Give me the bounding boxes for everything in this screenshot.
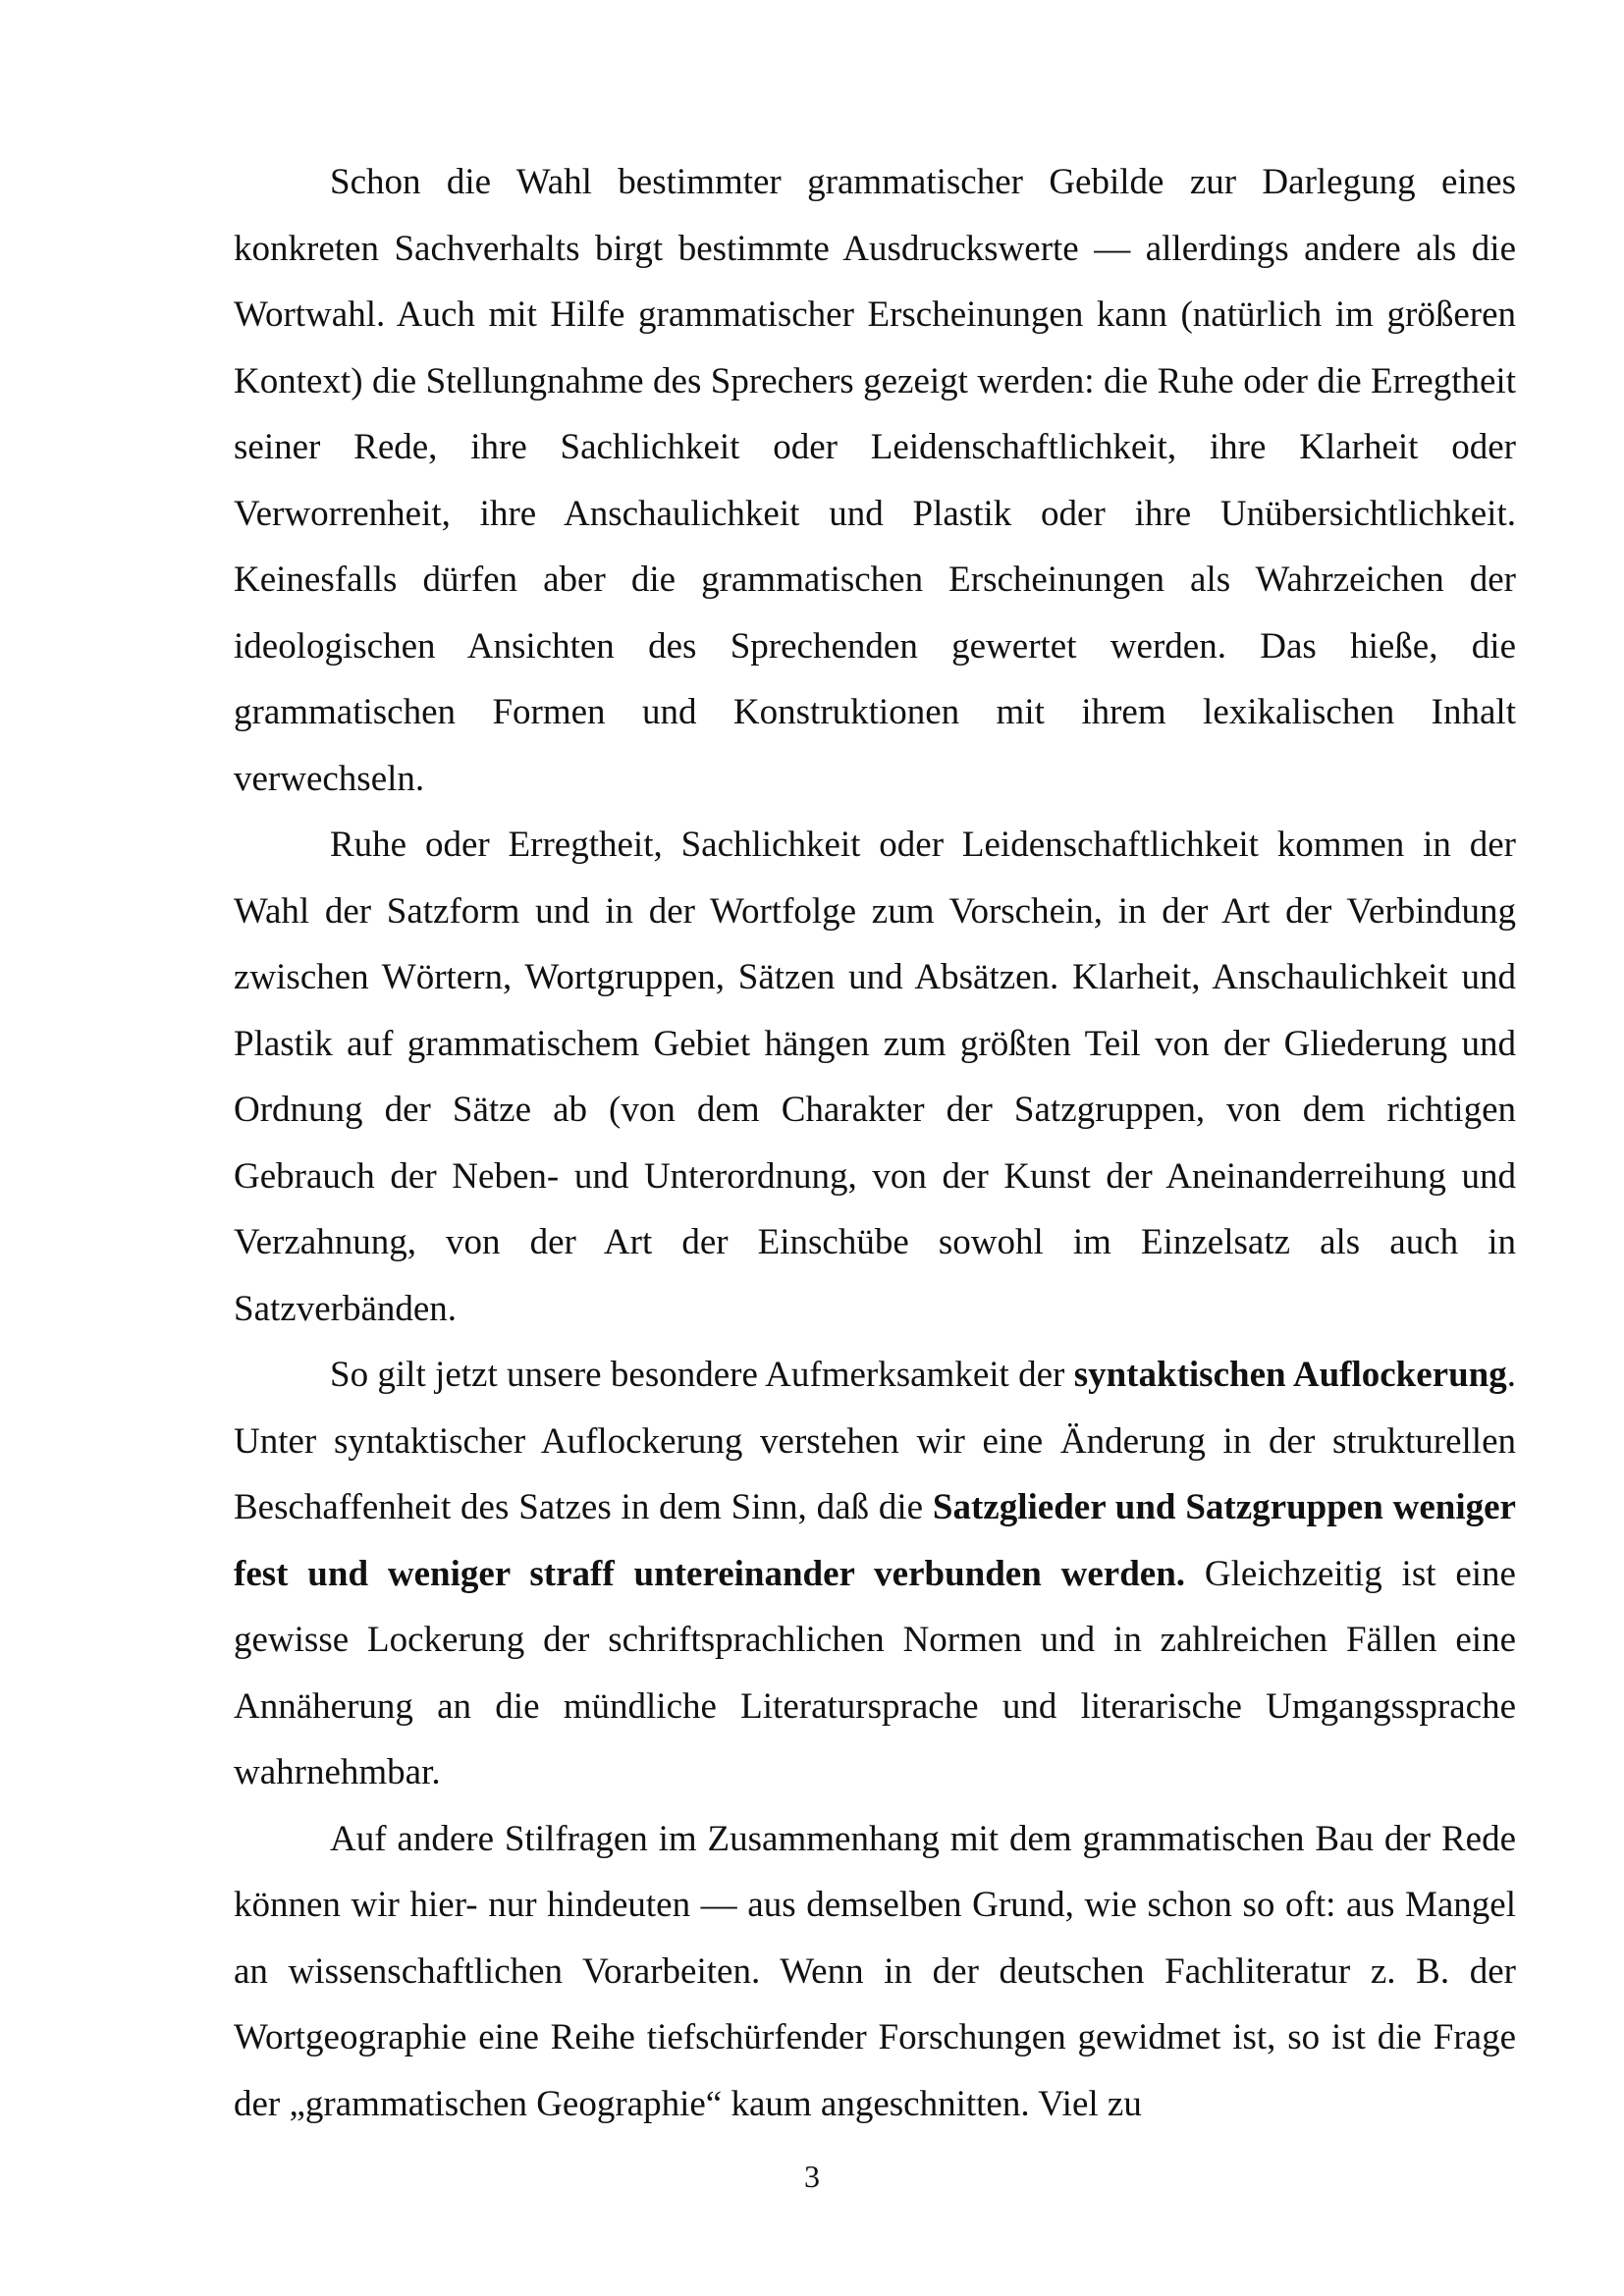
paragraph-4-text: Auf andere Stilfragen im Zusammenhang mit dem grammatischen Bau der Rede können wir hier- nur hindeuten — aus demselben Grund, wie schon so oft: aus Mangel an wissenschaftlichen Vorarbeiten. Wenn in der deutschen Fachliteratur z. B. der Wortgeographie eine Reihe tiefschürfender Forschungen gewidmet ist, so ist die Frage der „grammatischen Geographie“ kaum angeschnitten. Viel zu: [234, 1818, 1516, 2124]
paragraph-3-text-2: . Unter syntaktischer Auflockerung verstehen wir eine Änderung in der strukturellen Beschaffenheit des Satzes in dem Sinn, daß die: [234, 1355, 1516, 1527]
paragraph-3-text-3: Gleichzeitig ist eine gewisse Lockerung der schriftsprachlichen Normen und in zahlreichen Fällen eine Annäherung an die mündliche Literatursprache und literarische Umgangssprache wahrnehmbar.: [234, 1553, 1516, 1792]
paragraph-3: [234, 1342, 1516, 1806]
paragraph-4: [234, 1806, 1516, 2138]
document-page: [234, 149, 1516, 2137]
paragraph-1-text: Schon die Wahl bestimmter grammatischer Gebilde zur Darlegung eines konkreten Sachverhalts birgt bestimmte Ausdruckswerte — allerdings andere als die Wortwahl. Auch mit Hilfe grammatischer Erscheinungen kann (natürlich im größeren Kontext) die Stellungnahme des Sprechers gezeigt werden: die Ruhe oder die Erregtheit seiner Rede, ihre Sachlichkeit oder Leidenschaftlichkeit, ihre Klarheit oder Verworrenheit, ihre Anschaulichkeit und Plastik oder ihre Unübersichtlichkeit. Keinesfalls dürfen aber die grammatischen Erscheinungen als Wahrzeichen der ideologischen Ansichten des Sprechenden gewertet werden. Das hieße, die grammatischen Formen und Konstruktionen mit ihrem lexikalischen Inhalt verwechseln.: [234, 162, 1516, 799]
paragraph-2-text: Ruhe oder Erregtheit, Sachlichkeit oder Leidenschaftlichkeit kommen in der Wahl der Satzform und in der Wortfolge zum Vorschein, in der Art der Verbindung zwischen Wörtern, Wortgruppen, Sätzen und Absätzen. Klarheit, Anschaulichkeit und Plastik auf grammatischem Gebiet hängen zum größten Teil von der Gliederung und Ordnung der Sätze ab (von dem Charakter der Satzgruppen, von dem richtigen Gebrauch der Neben- und Unterordnung, von der Kunst der Aneinanderreihung und Verzahnung, von der Art der Einschübe sowohl im Einzelsatz als auch in Satzverbänden.: [234, 825, 1516, 1329]
definition-emphasis: Satzglieder und Satzgruppen weniger fest und weniger straff untereinander verbunden werden.: [234, 1487, 1516, 1594]
term-syntaktische-auflockerung: syntaktischen Auflockerung: [1073, 1355, 1507, 1395]
page-number: 3: [804, 2159, 820, 2194]
paragraph-3-text-1: So gilt jetzt unsere besondere Aufmerksamkeit der: [330, 1355, 1074, 1395]
paragraph-2: [234, 812, 1516, 1342]
paragraph-1: [234, 149, 1516, 812]
